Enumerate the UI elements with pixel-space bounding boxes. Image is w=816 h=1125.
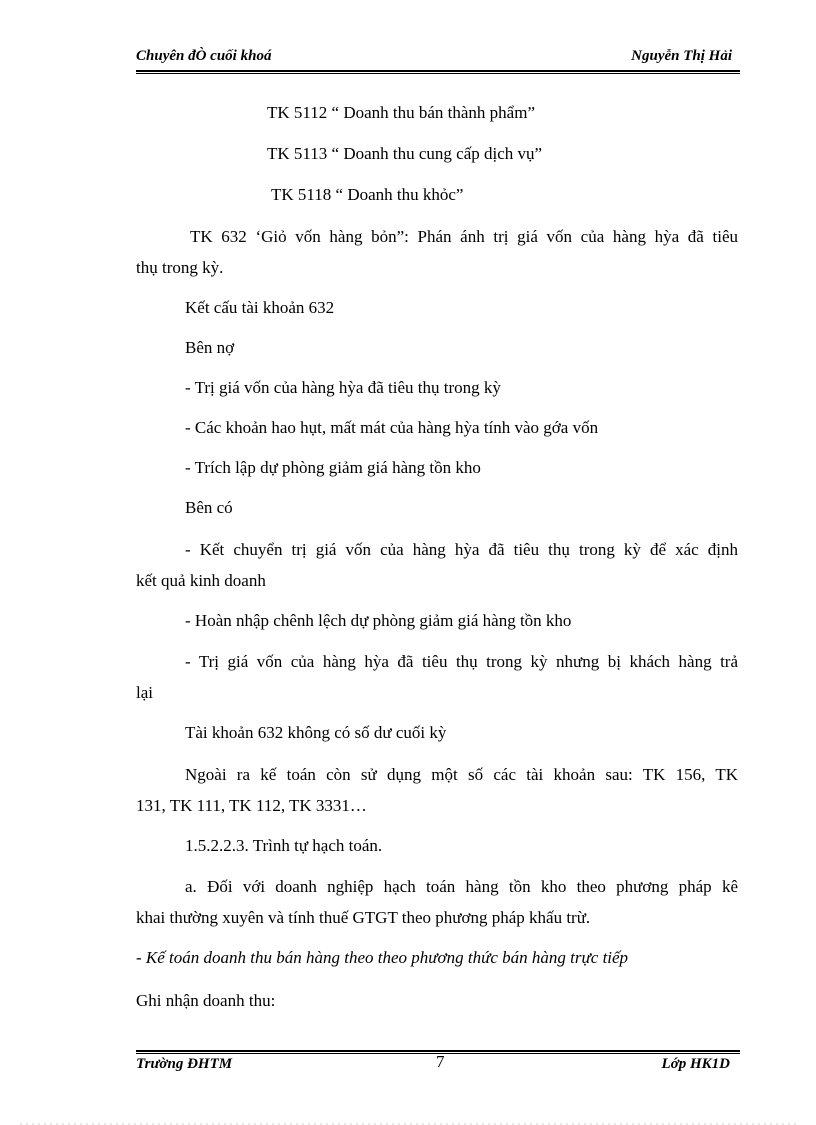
header-title: Chuyên đÒ cuối khoá — [136, 48, 272, 64]
paragraph-line: TK 632 ‘Giỏ vốn hàng bỏn”: Phán ánh trị giá vốn của hàng hỳa đã tiêu — [190, 227, 738, 246]
paragraph-line: kết quả kinh doanh — [136, 571, 266, 590]
account-5113: TK 5113 “ Doanh thu cung cấp dịch vụ” — [267, 144, 543, 163]
credit-item: - Hoàn nhập chênh lệch dự phòng giảm giá hàng tồn kho — [185, 611, 572, 630]
paragraph-line: lại — [136, 683, 153, 702]
account-5118: TK 5118 “ Doanh thu khỏc” — [271, 185, 464, 204]
paragraph-line: Ngoài ra kế toán còn sử dụng một số các tài khoản sau: TK 156, TK — [185, 765, 738, 784]
page-number: 7 — [436, 1052, 445, 1071]
section-heading: 1.5.2.2.3. Trình tự hạch toán. — [185, 836, 383, 855]
footer-class: Lớp HK1D — [661, 1056, 730, 1072]
debit-item: - Trị giá vốn của hàng hỳa đã tiêu thụ trong kỳ — [185, 378, 501, 397]
debit-side-heading: Bên nợ — [185, 338, 235, 357]
paragraph-line: 131, TK 111, TK 112, TK 3331… — [136, 796, 367, 815]
italic-subheading: - Kế toán doanh thu bán hàng theo theo phương thức bán hàng trực tiếp — [136, 948, 629, 967]
paragraph-line: a. Đối với doanh nghiệp hạch toán hàng tồn kho theo phương pháp kê — [185, 877, 738, 896]
debit-item: - Trích lập dự phòng giảm giá hàng tồn kho — [185, 458, 481, 477]
no-balance-note: Tài khoản 632 không có số dư cuối kỳ — [185, 723, 447, 742]
credit-side-heading: Bên có — [185, 498, 233, 517]
structure-heading: Kết cấu tài khoản 632 — [185, 298, 335, 317]
header-rule — [136, 70, 740, 72]
page-header — [136, 48, 740, 70]
credit-item: - Trị giá vốn của hàng hỳa đã tiêu thụ trong kỳ nhưng bị khách hàng trả — [185, 652, 738, 671]
header-rule-thin — [136, 73, 740, 74]
header-author: Nguyễn Thị Hải — [631, 48, 732, 64]
paragraph-line: khai thường xuyên và tính thuế GTGT theo phương pháp khấu trừ. — [136, 908, 591, 927]
debit-item: - Các khoản hao hụt, mất mát của hàng hỳa tính vào gớa vốn — [185, 418, 599, 437]
footer-school: Trường ĐHTM — [136, 1056, 233, 1072]
paragraph-line: thụ trong kỳ. — [136, 258, 224, 277]
revenue-record-heading: Ghi nhận doanh thu: — [136, 991, 276, 1010]
credit-item: - Kết chuyển trị giá vốn của hàng hỳa đã tiêu thụ trong kỳ để xác định — [185, 540, 738, 559]
account-5112: TK 5112 “ Doanh thu bán thành phẩm” — [267, 103, 535, 122]
